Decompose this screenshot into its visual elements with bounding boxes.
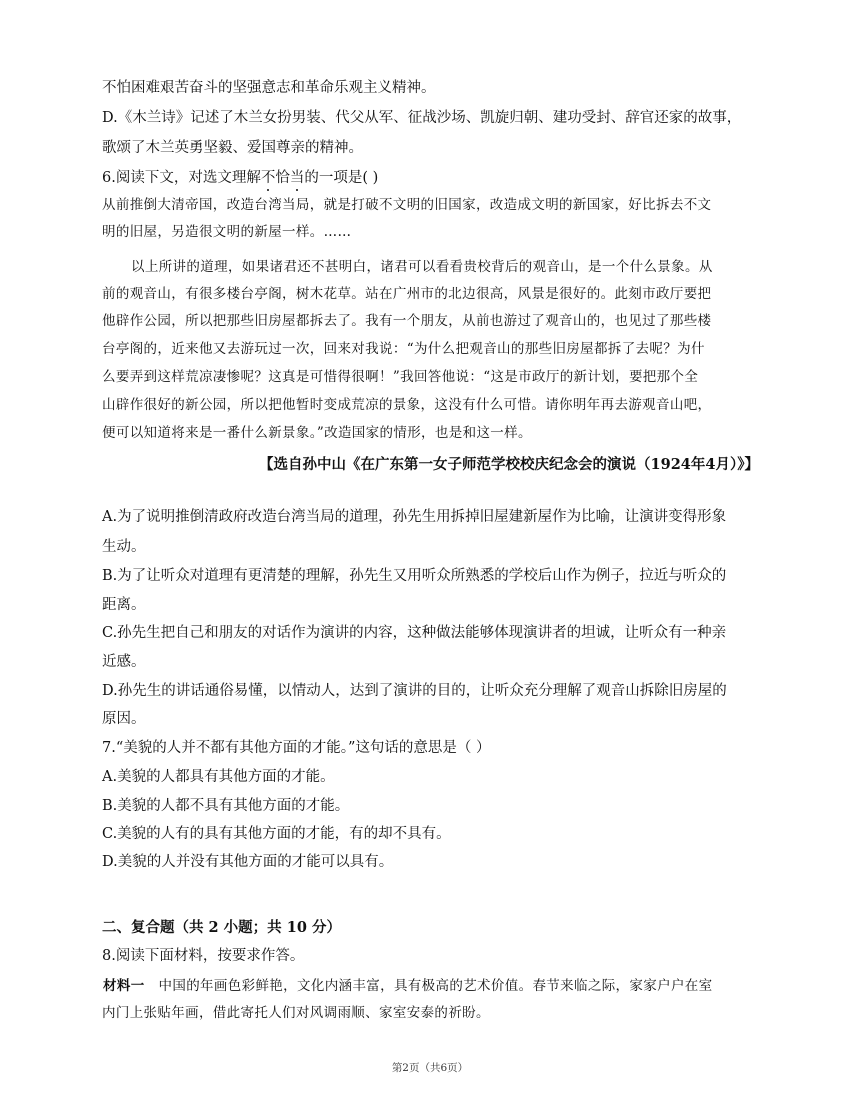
passage-line: 便可以知道将来是一番什么新景象。”改造国家的情形，也是和这一样。 <box>102 425 532 441</box>
passage-line: 从前推倒大清帝国，改造台湾当局，就是打破不文明的旧国家，改造成文明的新国家，好比拆去不文 <box>102 197 712 213</box>
q7-option-d: D.美貌的人并没有其他方面的才能可以具有。 <box>102 854 394 870</box>
section-heading: 二、复合题（共 2 小题；共 10 分） <box>102 919 341 936</box>
line-3: 歌颂了木兰英勇坚毅、爱国尊亲的精神。 <box>102 140 363 156</box>
material-1-label: 材料一 <box>103 978 145 994</box>
question-7-stem: 7.“美貌的人并不都有其他方面的才能。”这句话的意思是（ ） <box>102 740 491 756</box>
option-line: C.孙先生把自己和朋友的对话作为演讲的内容，这种做法能够体现演讲者的坦诚，让听众有一种亲 <box>102 625 727 641</box>
option-line: 近感。 <box>102 654 146 670</box>
option-line: B.为了让听众对道理有更清楚的理解，孙先生又用听众所熟悉的学校后山作为例子，拉近与听众的 <box>102 568 727 584</box>
passage-line: 他辟作公园，所以把那些旧房屋都拆去了。我有一个朋友，从前也游过了观音山的，也见过了那些楼 <box>102 313 712 329</box>
passage-line: 以上所讲的道理，如果诸君还不甚明白，诸君可以看看贵校背后的观音山，是一个什么景象。从 <box>131 259 713 275</box>
passage-line: 么要弄到这样荒凉凄惨呢？这真是可惜得很啊！”我回答他说：“这是市政厅的新计划，要把那个全 <box>102 369 699 385</box>
question-8-stem: 8.阅读下面材料，按要求作答。 <box>102 948 305 964</box>
q6-emphasis-char-1: 不 <box>260 170 276 186</box>
passage-line: 明的旧屋，另造很文明的新屋一样。…… <box>102 224 352 240</box>
question-6-stem <box>102 168 378 188</box>
passage-line: 台亭阁的，近来他又去游玩过一次，回来对我说：“为什么把观音山的那些旧房屋都拆了去呢？为什 <box>102 341 705 357</box>
q6-stem-part-b: 恰 <box>275 170 290 186</box>
option-line: 生动。 <box>102 539 146 555</box>
material-1-line-2: 内门上张贴年画，借此寄托人们对风调雨顺、家室安泰的祈盼。 <box>102 1005 490 1021</box>
option-line: A.为了说明推倒清政府改造台湾当局的道理，孙先生用拆掉旧屋建新屋作为比喻，让演讲变得形象 <box>102 509 727 525</box>
q6-stem-part-a: 6.阅读下文，对选文理解 <box>102 170 261 186</box>
q6-stem-part-c: 的一项是( ) <box>304 170 379 186</box>
passage-source: 【选自孙中山《在广东第一女子师范学校校庆纪念会的演说（1924年4月）》】 <box>259 456 759 473</box>
option-line: D.孙先生的讲话通俗易懂，以情动人，达到了演讲的目的，让听众充分理解了观音山拆除旧房屋的 <box>102 683 727 699</box>
q7-option-b: B.美貌的人都不具有其他方面的才能。 <box>102 798 350 814</box>
material-1-text: 中国的年画色彩鲜艳，文化内涵丰富，具有极高的艺术价值。春节来临之际，家家户户在室 <box>158 978 713 994</box>
passage-line: 山辟作很好的新公园，所以把他暂时变成荒凉的景象，这没有什么可惜。请你明年再去游观音山吧， <box>102 397 712 413</box>
line-2: D.《木兰诗》记述了木兰女扮男装、代父从军、征战沙场、凯旋归朝、建功受封、辞官还家的故事， <box>102 110 742 126</box>
line-1: 不怕困难艰苦奋斗的坚强意志和革命乐观主义精神。 <box>102 80 436 96</box>
option-line: 原因。 <box>102 711 146 727</box>
passage-line: 前的观音山，有很多楼台亭阁，树木花草。站在广州市的北边很高，风景是很好的。此刻市政厅要把 <box>102 286 712 302</box>
q6-emphasis-char-2: 当 <box>289 170 305 186</box>
page-footer: 第2页（共6页） <box>391 1062 469 1074</box>
q7-option-c: C.美貌的人有的具有其他方面的才能，有的却不具有。 <box>102 826 451 842</box>
material-1-line <box>103 976 713 996</box>
option-line: 距离。 <box>102 597 146 613</box>
q7-option-a: A.美貌的人都具有其他方面的才能。 <box>102 769 335 785</box>
